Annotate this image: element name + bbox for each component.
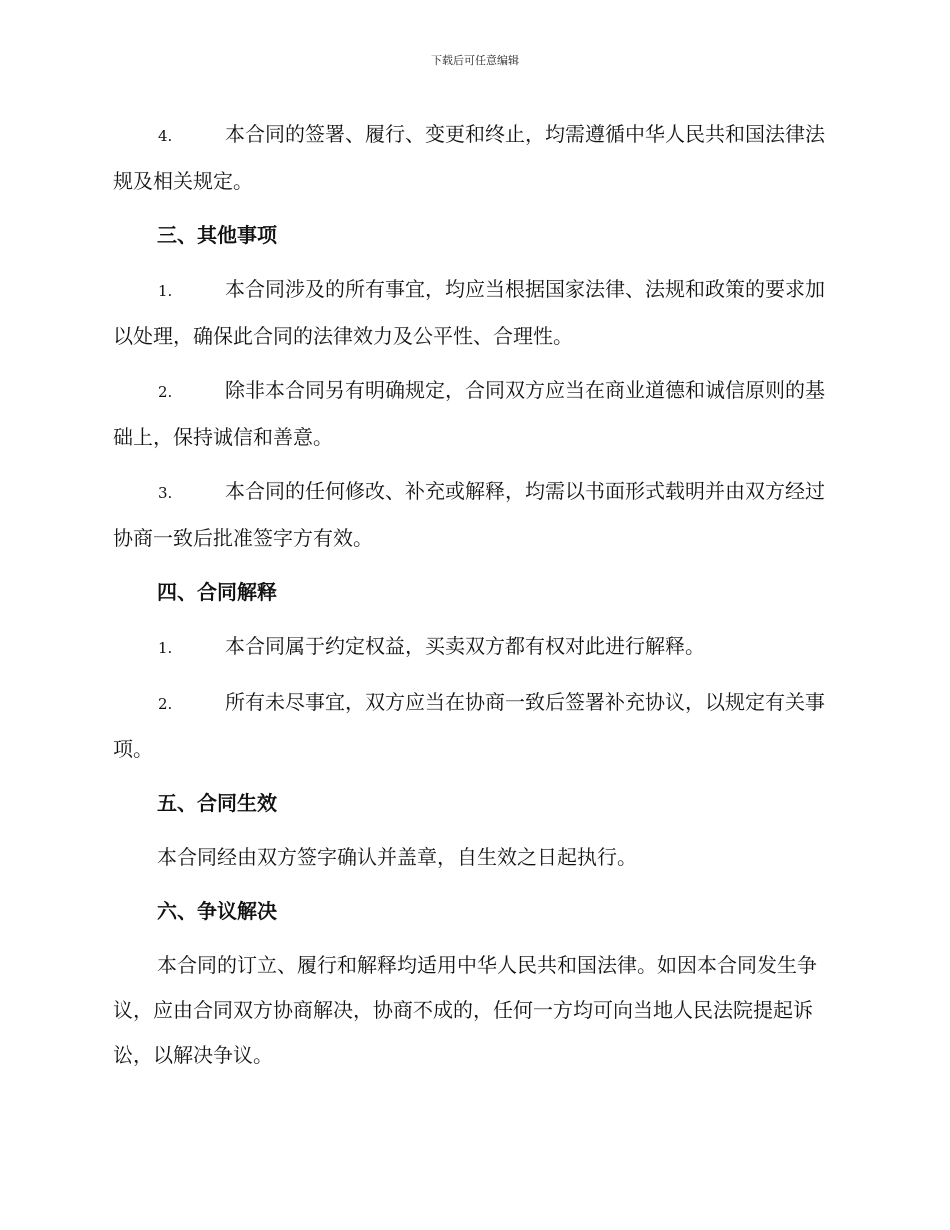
section-6-text: 本合同的订立、履行和解释均适用中华人民共和国法律。如因本合同发生争议，应由合同双方协商解决，协商不成的，任何一方均可向当地人民法院提起诉讼，以解决争议。	[113, 953, 817, 1067]
section-heading-other-matters: 三、其他事项	[157, 223, 277, 247]
clause-4-1	[113, 624, 833, 671]
clause-4-2	[113, 680, 833, 772]
clause-number: 2.	[158, 695, 173, 713]
clause-text: 除非本合同另有明确规定，合同双方应当在商业道德和诚信原则的基础上，保持诚信和善意。	[113, 378, 825, 449]
section-heading-dispute-resolution: 六、争议解决	[157, 899, 277, 923]
clause-number: 3.	[158, 484, 173, 502]
clause-number: 1.	[158, 639, 173, 657]
section-heading-contract-effect: 五、合同生效	[157, 791, 277, 815]
clause-text: 本合同的签署、履行、变更和终止，均需遵循中华人民共和国法律法规及相关规定。	[113, 122, 825, 193]
clause-text: 本合同属于约定权益，买卖双方都有权对此进行解释。	[225, 634, 705, 658]
document-body	[113, 112, 833, 1087]
clause-number: 2.	[158, 383, 173, 401]
page-header: 下载后可任意编辑	[431, 54, 519, 67]
clause-text: 本合同涉及的所有事宜，均应当根据国家法律、法规和政策的要求加以处理，确保此合同的法律效力及公平性、合理性。	[113, 277, 825, 348]
section-heading-contract-interpretation: 四、合同解释	[157, 580, 277, 604]
clause-3-3	[113, 469, 833, 561]
clause-3-1	[113, 267, 833, 359]
section-5-text: 本合同经由双方签字确认并盖章，自生效之日起执行。	[157, 845, 637, 869]
clause-number: 4.	[158, 127, 173, 145]
clause-text: 所有未尽事宜，双方应当在协商一致后签署补充协议，以规定有关事项。	[113, 690, 825, 761]
clause-text: 本合同的任何修改、补充或解释，均需以书面形式载明并由双方经过协商一致后批准签字方有效。	[113, 479, 825, 550]
clause-3-2	[113, 368, 833, 460]
clause-2-4	[113, 112, 833, 204]
clause-number: 1.	[158, 282, 173, 300]
